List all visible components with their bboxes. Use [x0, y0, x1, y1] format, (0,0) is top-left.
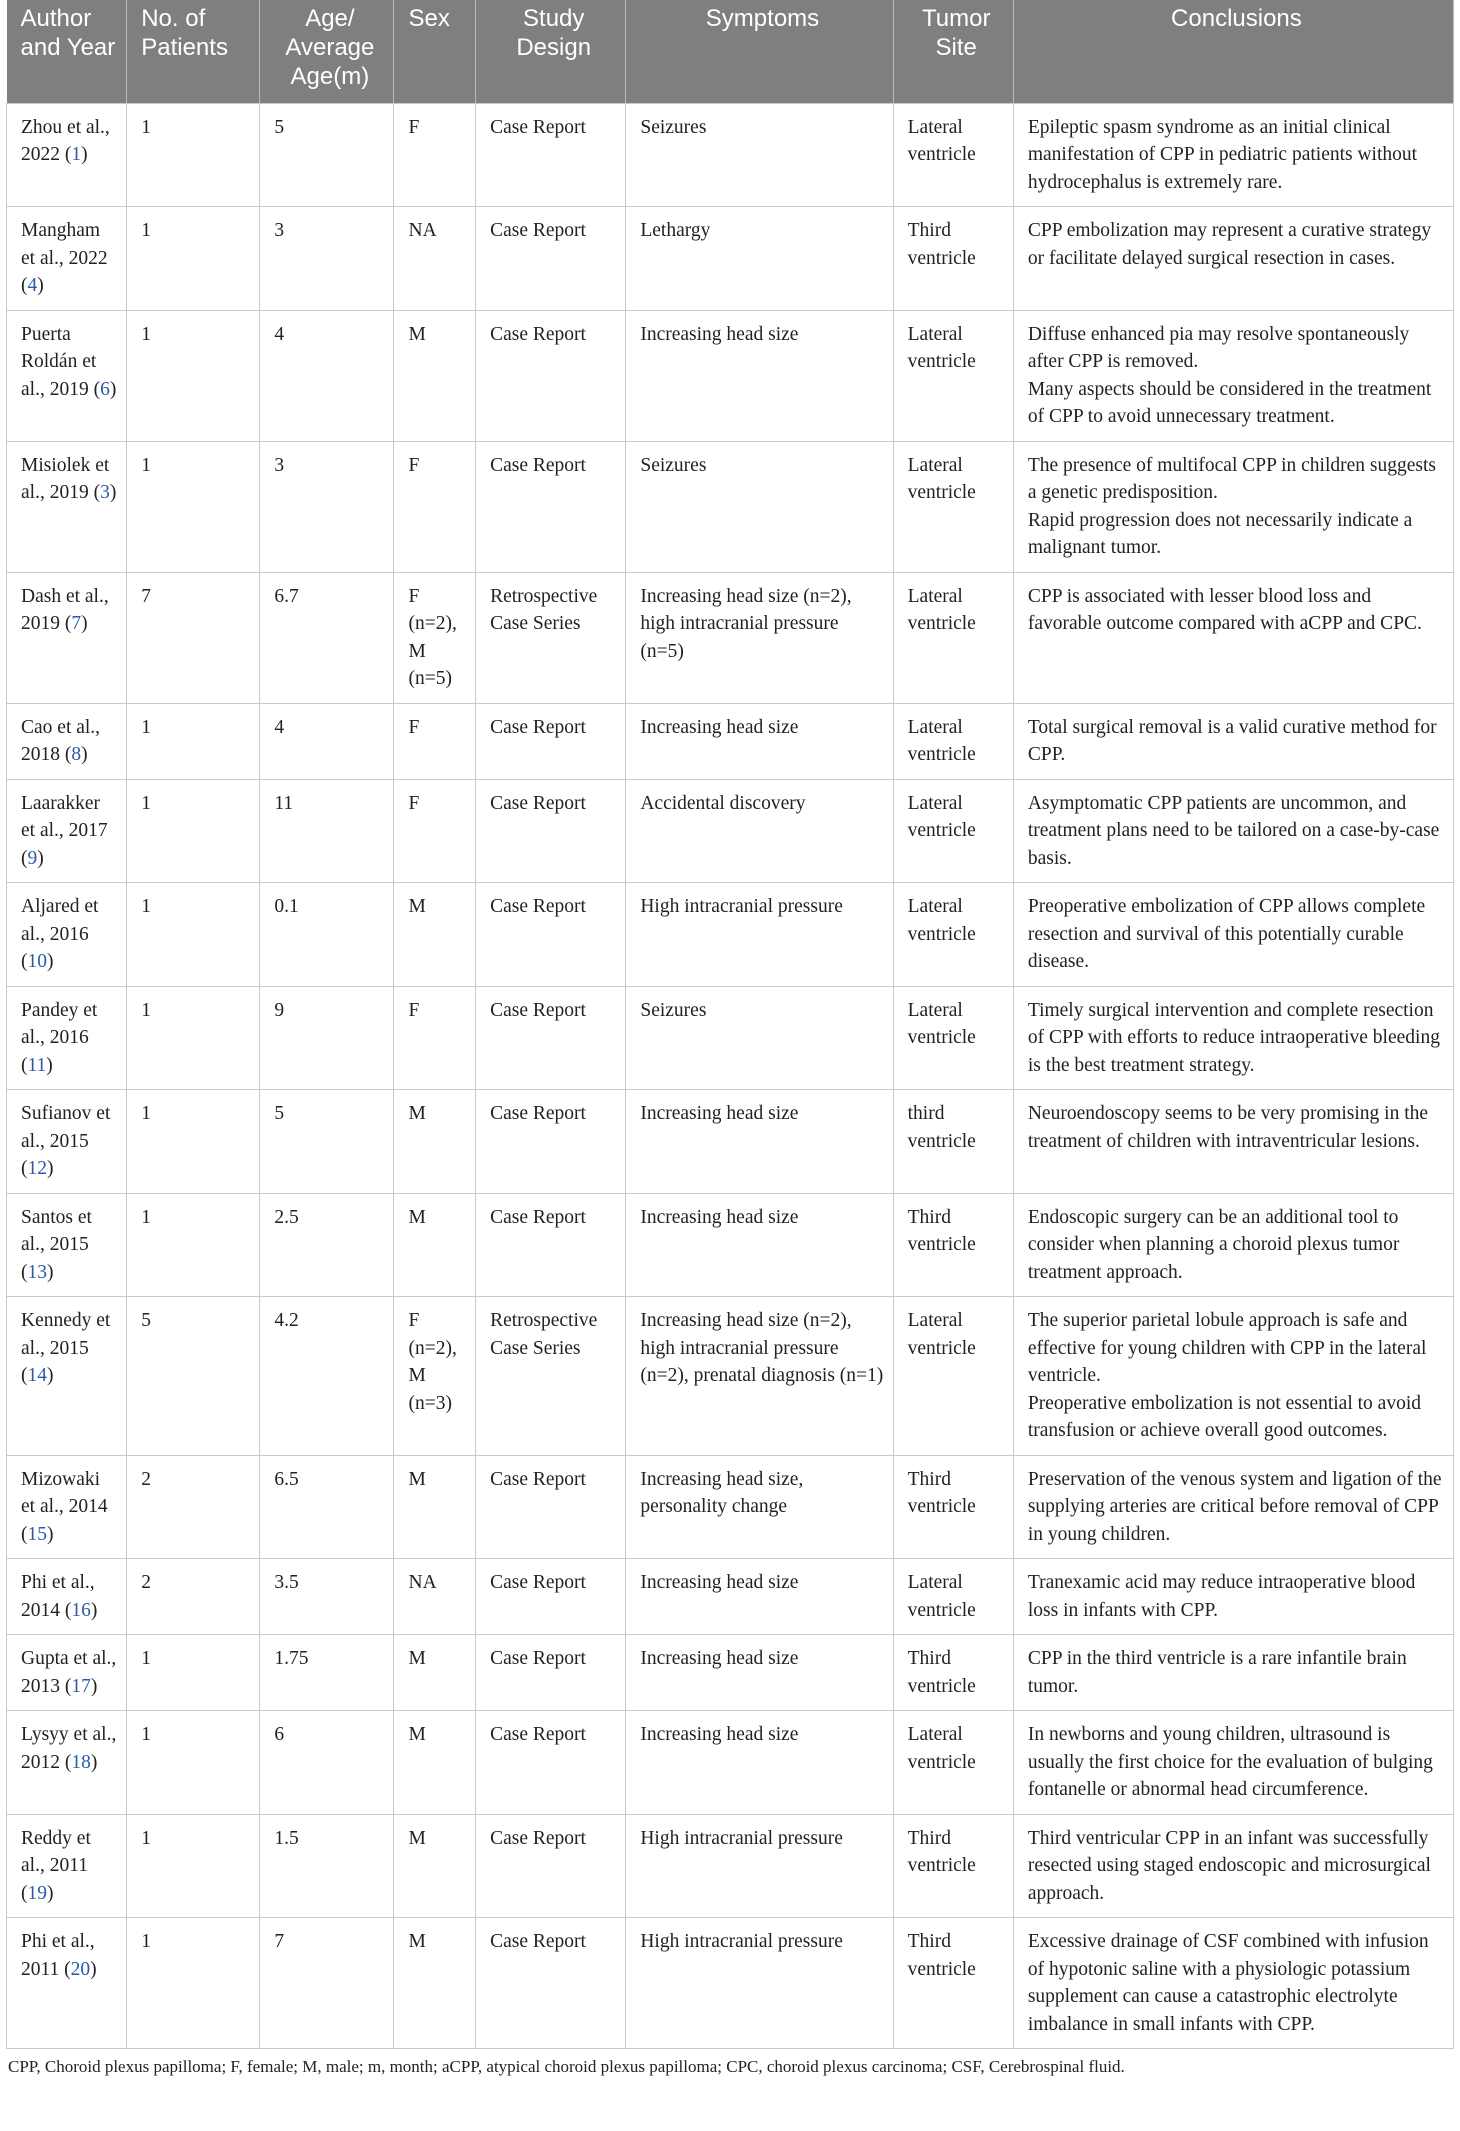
cell-author: Kennedy et al., 2015 (14) — [7, 1297, 127, 1456]
cell-symptoms: Increasing head size — [626, 1711, 893, 1815]
cell-conclusions — [1013, 1559, 1453, 1635]
cell-study-design: Case Report — [476, 703, 626, 779]
reference-link[interactable]: 12 — [27, 1158, 47, 1179]
cell-conclusions — [1013, 883, 1453, 987]
author-text: Misiolek et al., 2019 — [21, 454, 110, 503]
conclusion-text: The superior parietal lobule approach is safe and effective for young children with CPP in the lateral ventricle. — [1027, 1310, 1427, 1386]
conclusion-text: Tranexamic acid may reduce intraoperative blood loss in infants with CPP. — [1027, 1572, 1416, 1621]
cell-tumor-site: Lateral ventricle — [893, 779, 1013, 883]
conclusion-text: CPP in the third ventricle is a rare infantile brain tumor. — [1027, 1648, 1407, 1697]
cell-conclusions — [1013, 310, 1453, 441]
cell-author: Phi et al., 2014 (16) — [7, 1559, 127, 1635]
author-text: Laarakker et al., 2017 — [21, 792, 108, 841]
cell-patients: 2 — [127, 1559, 260, 1635]
author-text: Pandey et al., 2016 — [21, 999, 98, 1048]
cell-study-design: Case Report — [476, 1193, 626, 1297]
cell-conclusions — [1013, 1297, 1453, 1456]
header-design: Study Design — [476, 0, 626, 103]
conclusion-text: Preoperative embolization is not essential to avoid transfusion or achieve overall good outcomes. — [1027, 1392, 1421, 1441]
cell-author: Mizowaki et al., 2014 (15) — [7, 1455, 127, 1559]
header-sex: Sex — [394, 0, 476, 103]
cell-author: Lysyy et al., 2012 (18) — [7, 1711, 127, 1815]
table-row — [7, 1193, 1454, 1297]
cell-author: Santos et al., 2015 (13) — [7, 1193, 127, 1297]
cell-tumor-site: Lateral ventricle — [893, 986, 1013, 1090]
conclusion-text: In newborns and young children, ultrasound is usually the first choice for the evaluation of bulging fontanelle or abnormal head circumference. — [1027, 1724, 1433, 1800]
table-row — [7, 986, 1454, 1090]
cell-age: 1.5 — [260, 1814, 394, 1918]
cell-patients: 1 — [127, 1711, 260, 1815]
author-text: Santos et al., 2015 — [21, 1206, 92, 1255]
cell-age: 4.2 — [260, 1297, 394, 1456]
table-row — [7, 779, 1454, 883]
cell-sex: F — [394, 779, 476, 883]
cell-study-design: Case Report — [476, 1559, 626, 1635]
cell-tumor-site: Lateral ventricle — [893, 441, 1013, 572]
cell-study-design: Retrospective Case Series — [476, 1297, 626, 1456]
cell-tumor-site: Lateral ventricle — [893, 883, 1013, 987]
cell-age: 1.75 — [260, 1635, 394, 1711]
cell-age: 7 — [260, 1918, 394, 2049]
cell-patients: 1 — [127, 103, 260, 207]
cell-tumor-site: Third ventricle — [893, 1193, 1013, 1297]
table-row — [7, 883, 1454, 987]
reference-link[interactable]: 13 — [27, 1261, 47, 1283]
author-text: Kennedy et al., 2015 — [21, 1310, 111, 1359]
cell-tumor-site: Lateral ventricle — [893, 1297, 1013, 1456]
cell-symptoms: Increasing head size, personality change — [626, 1455, 893, 1559]
cell-author: Zhou et al., 2022 (1) — [7, 103, 127, 207]
cell-study-design: Case Report — [476, 441, 626, 572]
cell-study-design: Case Report — [476, 103, 626, 207]
reference-link[interactable]: 11 — [27, 1054, 47, 1076]
header-symptoms: Symptoms — [626, 0, 893, 103]
cell-sex: F — [394, 986, 476, 1090]
cell-patients: 1 — [127, 1918, 260, 2049]
cell-symptoms: Increasing head size — [626, 703, 893, 779]
cell-symptoms: High intracranial pressure — [626, 1918, 893, 2049]
cell-patients: 1 — [127, 1090, 260, 1194]
conclusion-text: Many aspects should be considered in the treatment of CPP to avoid unnecessary treatment. — [1027, 378, 1432, 427]
cell-symptoms: Increasing head size — [626, 1193, 893, 1297]
cell-author: Phi et al., 2011 (20) — [7, 1918, 127, 2049]
cell-age: 0.1 — [260, 883, 394, 987]
cell-sex: M — [394, 1814, 476, 1918]
table-row — [7, 703, 1454, 779]
cell-patients: 1 — [127, 1814, 260, 1918]
cell-symptoms: Increasing head size — [626, 310, 893, 441]
cell-study-design: Case Report — [476, 1455, 626, 1559]
cell-conclusions — [1013, 1711, 1453, 1815]
cell-tumor-site: Lateral ventricle — [893, 1711, 1013, 1815]
reference-link[interactable]: 7 — [71, 613, 82, 634]
cell-sex: M — [394, 1455, 476, 1559]
table-row — [7, 441, 1454, 572]
author-text: Cao et al., 2018 — [21, 716, 101, 765]
cell-patients: 1 — [127, 883, 260, 987]
cell-symptoms: High intracranial pressure — [626, 883, 893, 987]
cell-age: 2.5 — [260, 1193, 394, 1297]
reference-link[interactable]: 4 — [27, 275, 38, 296]
author-text: Puerta Roldán et al., 2019 — [21, 323, 97, 400]
reference-link[interactable]: 20 — [70, 1958, 91, 1980]
cell-symptoms: Increasing head size — [626, 1090, 893, 1194]
reference-link[interactable]: 6 — [100, 378, 110, 400]
cell-author: Pandey et al., 2016 (11) — [7, 986, 127, 1090]
cell-sex: M — [394, 1193, 476, 1297]
cell-sex: F (n=2), M (n=5) — [394, 572, 476, 703]
conclusion-text: Asymptomatic CPP patients are uncommon, and treatment plans need to be tailored on a case-by-case basis. — [1027, 792, 1440, 869]
table-row — [7, 1711, 1454, 1815]
cell-author: Puerta Roldán et al., 2019 (6) — [7, 310, 127, 441]
cell-conclusions — [1013, 1814, 1453, 1918]
cell-tumor-site: Lateral ventricle — [893, 1559, 1013, 1635]
cell-age: 6 — [260, 1711, 394, 1815]
cell-author: Misiolek et al., 2019 (3) — [7, 441, 127, 572]
table-row — [7, 1918, 1454, 2049]
author-text: Reddy et al., 2011 — [21, 1827, 91, 1876]
conclusion-text: CPP embolization may represent a curative strategy or facilitate delayed surgical resection in cases. — [1027, 220, 1432, 269]
header-tumor-site: Tumor Site — [893, 0, 1013, 103]
cell-tumor-site: Third ventricle — [893, 1918, 1013, 2049]
cell-author: Reddy et al., 2011 (19) — [7, 1814, 127, 1918]
cell-tumor-site: third ventricle — [893, 1090, 1013, 1194]
cell-author: Laarakker et al., 2017 (9) — [7, 779, 127, 883]
author-text: Aljared et al., 2016 — [21, 896, 99, 945]
cell-study-design: Case Report — [476, 1635, 626, 1711]
cell-symptoms: Increasing head size — [626, 1559, 893, 1635]
cell-conclusions — [1013, 703, 1453, 779]
cell-conclusions — [1013, 1455, 1453, 1559]
cell-age: 3 — [260, 441, 394, 572]
author-text: Lysyy et al., 2012 — [21, 1724, 117, 1773]
cell-sex: NA — [394, 1559, 476, 1635]
conclusion-text: The presence of multifocal CPP in children suggests a genetic predisposition. — [1027, 454, 1436, 503]
cell-author: Dash et al., 2019 (7) — [7, 572, 127, 703]
cell-author: Mangham et al., 2022 (4) — [7, 207, 127, 311]
cell-conclusions — [1013, 1635, 1453, 1711]
cell-sex: M — [394, 1918, 476, 2049]
cell-symptoms: High intracranial pressure — [626, 1814, 893, 1918]
table-row — [7, 1635, 1454, 1711]
cell-sex: F — [394, 703, 476, 779]
cell-age: 5 — [260, 1090, 394, 1194]
cell-study-design: Case Report — [476, 986, 626, 1090]
conclusion-text: Epileptic spasm syndrome as an initial clinical manifestation of CPP in pediatric patients without hydrocephalus is extremely rare. — [1027, 116, 1418, 193]
reference-link[interactable]: 17 — [71, 1675, 91, 1697]
cell-tumor-site: Third ventricle — [893, 1455, 1013, 1559]
cell-tumor-site: Lateral ventricle — [893, 310, 1013, 441]
cell-sex: F — [394, 441, 476, 572]
cell-conclusions — [1013, 1090, 1453, 1194]
cell-age: 3.5 — [260, 1559, 394, 1635]
cell-tumor-site: Third ventricle — [893, 207, 1013, 311]
cell-patients: 1 — [127, 986, 260, 1090]
reference-link[interactable]: 1 — [71, 144, 82, 165]
table-container — [6, 0, 1454, 2077]
cell-age: 4 — [260, 703, 394, 779]
conclusion-text: Timely surgical intervention and complete resection of CPP with efforts to reduce intraoperative bleeding is the best treatment strategy. — [1027, 999, 1440, 1076]
header-conclusions: Conclusions — [1013, 0, 1453, 103]
header-author: Author and Year — [7, 0, 127, 103]
cell-patients: 2 — [127, 1455, 260, 1559]
cell-author: Cao et al., 2018 (8) — [7, 703, 127, 779]
cell-age: 5 — [260, 103, 394, 207]
cell-conclusions — [1013, 441, 1453, 572]
author-text: Dash et al., 2019 — [21, 585, 109, 634]
cell-conclusions — [1013, 103, 1453, 207]
cell-age: 11 — [260, 779, 394, 883]
cell-conclusions — [1013, 207, 1453, 311]
cell-author: Gupta et al., 2013 (17) — [7, 1635, 127, 1711]
conclusion-text: Preservation of the venous system and ligation of the supplying arteries are critical before removal of CPP in young children. — [1027, 1468, 1442, 1545]
cell-sex: NA — [394, 207, 476, 311]
cell-sex: M — [394, 1711, 476, 1815]
author-text: Zhou et al., 2022 — [21, 116, 110, 165]
cell-patients: 5 — [127, 1297, 260, 1456]
cell-age: 6.5 — [260, 1455, 394, 1559]
cell-sex: M — [394, 1090, 476, 1194]
cell-symptoms: Seizures — [626, 103, 893, 207]
cell-sex: F (n=2), M (n=3) — [394, 1297, 476, 1456]
conclusion-text: Total surgical removal is a valid curative method for CPP. — [1027, 716, 1437, 765]
cell-conclusions — [1013, 572, 1453, 703]
cell-symptoms: Increasing head size (n=2), high intracranial pressure (n=2), prenatal diagnosis (n=1) — [626, 1297, 893, 1456]
conclusion-text: Endoscopic surgery can be an additional tool to consider when planning a choroid plexus tumor treatment approach. — [1027, 1206, 1400, 1283]
cell-author: Sufianov et al., 2015 (12) — [7, 1090, 127, 1194]
cell-age: 3 — [260, 207, 394, 311]
cell-sex: M — [394, 1635, 476, 1711]
cell-sex: M — [394, 883, 476, 987]
table-row — [7, 1455, 1454, 1559]
reference-link[interactable]: 18 — [71, 1751, 91, 1773]
reference-link[interactable]: 14 — [27, 1365, 47, 1386]
reference-link[interactable]: 9 — [27, 847, 38, 869]
cell-tumor-site: Lateral ventricle — [893, 572, 1013, 703]
cell-symptoms: Increasing head size — [626, 1635, 893, 1711]
conclusion-text: CPP is associated with lesser blood loss and favorable outcome compared with aCPP and CPC. — [1027, 585, 1422, 634]
table-row — [7, 572, 1454, 703]
reference-link[interactable]: 16 — [71, 1599, 91, 1621]
conclusion-text: Rapid progression does not necessarily indicate a malignant tumor. — [1027, 509, 1413, 558]
table-row — [7, 103, 1454, 207]
cell-study-design: Retrospective Case Series — [476, 572, 626, 703]
cell-conclusions — [1013, 1918, 1453, 2049]
author-text: Sufianov et al., 2015 — [21, 1103, 111, 1152]
table-row — [7, 310, 1454, 441]
table-row — [7, 1090, 1454, 1194]
cell-study-design: Case Report — [476, 310, 626, 441]
author-text: Gupta et al., 2013 — [21, 1648, 117, 1697]
header-row — [7, 0, 1454, 103]
cell-symptoms: Accidental discovery — [626, 779, 893, 883]
cell-symptoms: Seizures — [626, 441, 893, 572]
cell-symptoms: Lethargy — [626, 207, 893, 311]
cell-age: 4 — [260, 310, 394, 441]
cell-study-design: Case Report — [476, 883, 626, 987]
cell-age: 6.7 — [260, 572, 394, 703]
cell-symptoms: Seizures — [626, 986, 893, 1090]
cell-patients: 1 — [127, 779, 260, 883]
conclusion-text: Neuroendoscopy seems to be very promising in the treatment of children with intraventricular lesions. — [1027, 1103, 1429, 1152]
cell-patients: 1 — [127, 1193, 260, 1297]
cell-tumor-site: Lateral ventricle — [893, 703, 1013, 779]
reference-link[interactable]: 15 — [27, 1523, 47, 1545]
cell-age: 9 — [260, 986, 394, 1090]
conclusion-text: Preoperative embolization of CPP allows complete resection and survival of this potentially curable disease. — [1027, 896, 1426, 972]
cell-conclusions — [1013, 1193, 1453, 1297]
author-text: Phi et al., 2014 — [21, 1572, 95, 1621]
author-text: Phi et al., 2011 — [21, 1931, 95, 1980]
conclusion-text: Excessive drainage of CSF combined with infusion of hypotonic saline with a physiologic potassium supplement can cause a catastrophic electrolyte imbalance in small infants with CPP. — [1027, 1931, 1429, 2035]
cell-study-design: Case Report — [476, 1814, 626, 1918]
cell-study-design: Case Report — [476, 1090, 626, 1194]
cell-tumor-site: Third ventricle — [893, 1814, 1013, 1918]
author-text: Mizowaki et al., 2014 — [21, 1468, 108, 1517]
reference-link[interactable]: 8 — [71, 744, 82, 765]
cell-tumor-site: Third ventricle — [893, 1635, 1013, 1711]
reference-link[interactable]: 10 — [27, 951, 47, 972]
reference-link[interactable]: 3 — [100, 482, 110, 503]
table-row — [7, 207, 1454, 311]
table-row — [7, 1814, 1454, 1918]
cell-symptoms: Increasing head size (n=2), high intracranial pressure (n=5) — [626, 572, 893, 703]
cell-patients: 7 — [127, 572, 260, 703]
header-patients: No. of Patients — [127, 0, 260, 103]
conclusion-text: Diffuse enhanced pia may resolve spontaneously after CPP is removed. — [1027, 323, 1410, 372]
cell-conclusions — [1013, 779, 1453, 883]
table-body — [7, 103, 1454, 2049]
cell-patients: 1 — [127, 441, 260, 572]
table-footnote: CPP, Choroid plexus papilloma; F, female; M, male; m, month; aCPP, atypical choroid plexus papilloma; CPC, choroid plexus carcinoma; CSF, Cerebrospinal fluid. — [8, 2057, 1125, 2076]
cell-patients: 1 — [127, 207, 260, 311]
cell-patients: 1 — [127, 1635, 260, 1711]
cell-sex: M — [394, 310, 476, 441]
cell-conclusions — [1013, 986, 1453, 1090]
reference-link[interactable]: 19 — [27, 1882, 47, 1904]
cell-study-design: Case Report — [476, 1711, 626, 1815]
cell-patients: 1 — [127, 310, 260, 441]
author-text: Mangham et al., 2022 — [21, 220, 108, 269]
cell-sex: F — [394, 103, 476, 207]
cell-author: Aljared et al., 2016 (10) — [7, 883, 127, 987]
cell-patients: 1 — [127, 703, 260, 779]
table-row — [7, 1297, 1454, 1456]
conclusion-text: Third ventricular CPP in an infant was successfully resected using staged endoscopic and microsurgical approach. — [1027, 1827, 1431, 1904]
cell-study-design: Case Report — [476, 1918, 626, 2049]
cell-study-design: Case Report — [476, 207, 626, 311]
cell-tumor-site: Lateral ventricle — [893, 103, 1013, 207]
table-row — [7, 1559, 1454, 1635]
header-age: Age/ Average Age(m) — [260, 0, 394, 103]
literature-table — [6, 0, 1454, 2049]
cell-study-design: Case Report — [476, 779, 626, 883]
